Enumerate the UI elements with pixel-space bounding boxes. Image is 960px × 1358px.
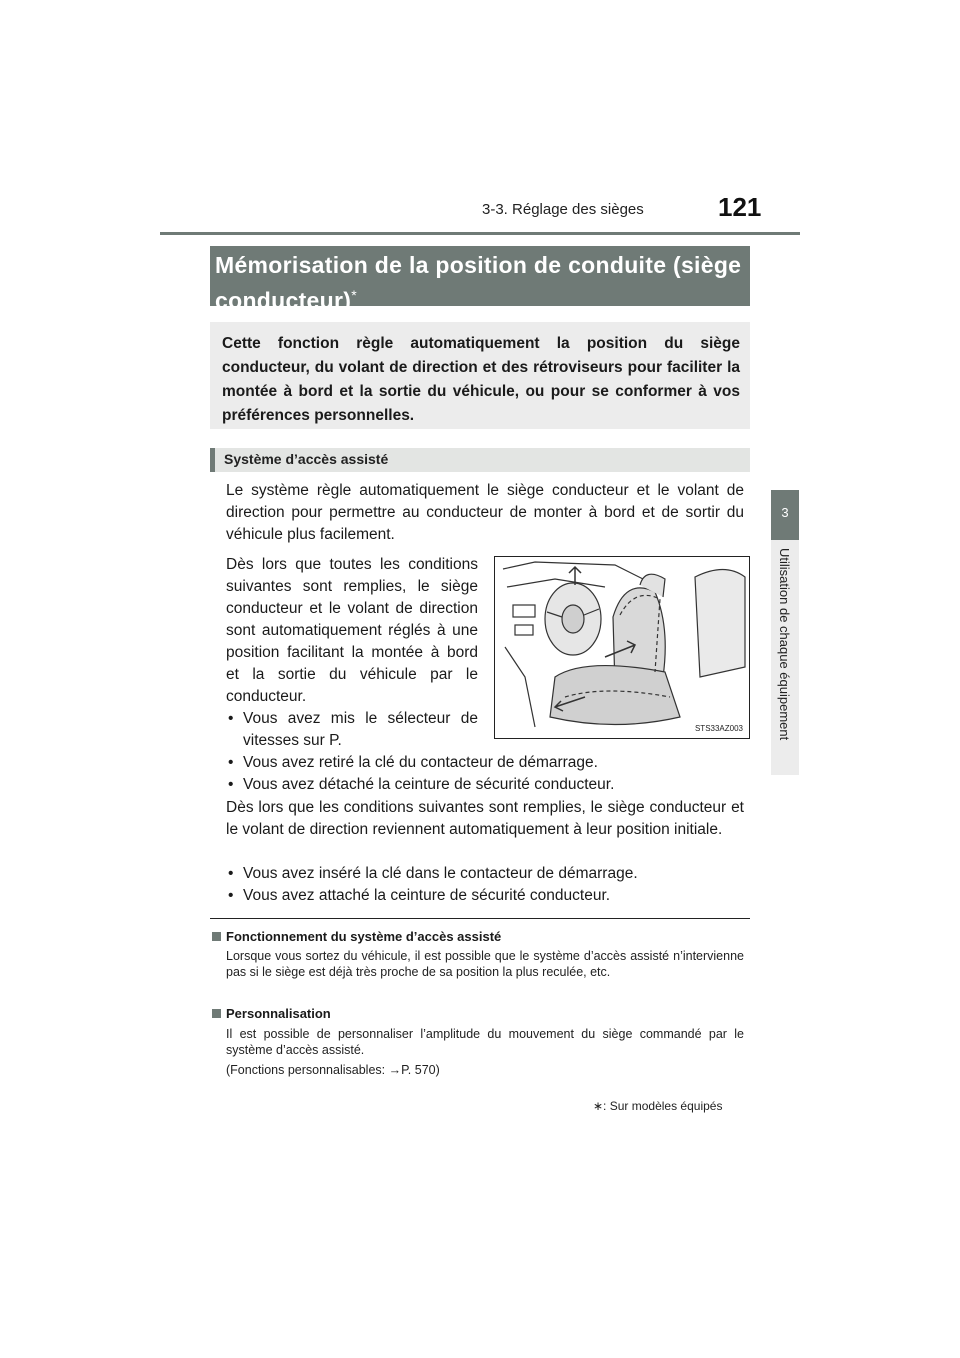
section-label: 3-3. Réglage des sièges	[482, 201, 644, 218]
bullet-dot: •	[228, 865, 234, 882]
bullet-item: Vous avez attaché la ceinture de sécurité conducteur.	[243, 887, 611, 904]
car-interior-drawing	[495, 557, 749, 738]
subsection-header-accent	[210, 448, 215, 472]
note-title-1	[212, 929, 501, 944]
note-text-1: Lorsque vous sortez du véhicule, il est possible que le système d’accès assisté n’intervienne pas si le siège est déjà très proche de sa position la plus reculée, etc.	[226, 949, 744, 979]
bullet-item: Vous avez détaché la ceinture de sécurité conducteur.	[243, 776, 615, 793]
bullet-item: Vous avez retiré la clé du contacteur de démarrage.	[243, 754, 598, 771]
header-divider	[160, 232, 800, 235]
bullet-dot: •	[228, 776, 234, 793]
page-number: 121	[718, 192, 762, 222]
footnote: ∗: Sur modèles équipés	[593, 1099, 723, 1113]
seat-illustration	[494, 556, 750, 739]
bullet-dot: •	[228, 710, 234, 727]
illustration-code: STS33AZ003	[694, 724, 743, 733]
chapter-title: Utilisation de chaque équipement	[777, 548, 792, 741]
notes-divider	[210, 918, 750, 919]
bullet-dot: •	[228, 887, 234, 904]
title-asterisk: *	[351, 287, 357, 303]
intro-text: Cette fonction règle automatiquement la position du siège conducteur, du volant de direction et des rétroviseurs pour faciliter la montée à bord et la sortie du véhicule, ou pour se conformer à vos préférences personnelles.	[222, 335, 740, 424]
paragraph-2: Dès lors que toutes les conditions suivantes sont remplies, le siège conducteur et le volant de direction sont automatiquement réglés à une position facilitant la montée à bord et la sortie du véhicule par le conducteur.	[226, 556, 478, 705]
square-bullet-icon	[212, 1009, 221, 1018]
square-bullet-icon	[212, 932, 221, 941]
note-title-text: Personnalisation	[226, 1006, 331, 1021]
subsection-title: Système d’accès assisté	[224, 451, 389, 467]
chapter-number-tab: 3	[771, 490, 799, 540]
page-title-text: Mémorisation de la position de conduite (siège conducteur)	[215, 252, 742, 314]
bullet-dot: •	[228, 754, 234, 771]
paragraph-3: Dès lors que les conditions suivantes sont remplies, le siège conducteur et le volant de direction reviennent automatiquement à leur position initiale.	[226, 799, 744, 838]
note-ref: (Fonctions personnalisables: →P. 570)	[226, 1063, 440, 1077]
note-title-text: Fonctionnement du système d’accès assisté	[226, 929, 502, 944]
bullet-item: Vous avez inséré la clé dans le contacteur de démarrage.	[243, 865, 638, 882]
paragraph-1: Le système règle automatiquement le siège conducteur et le volant de direction pour permettre au conducteur de monter à bord et de sortir du véhicule plus facilement.	[226, 482, 744, 543]
note-text-2: Il est possible de personnaliser l’amplitude du mouvement du siège commandé par le système d’accès assisté.	[226, 1027, 744, 1057]
page-title	[215, 250, 747, 316]
note-title-2	[212, 1006, 331, 1021]
bullet-item: Vous avez mis le sélecteur de vitesses sur P.	[243, 710, 478, 749]
